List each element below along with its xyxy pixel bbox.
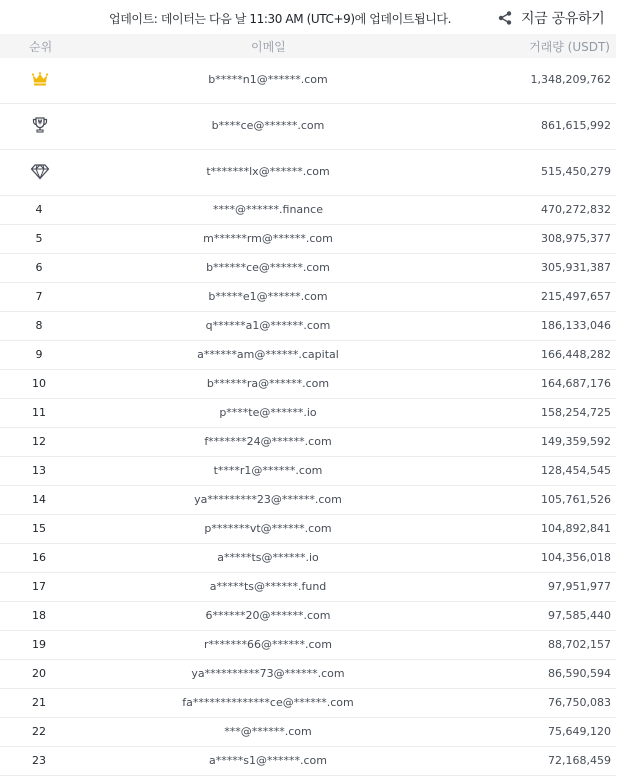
share-now-label: 지금 공유하기	[521, 11, 605, 27]
table-row	[0, 283, 616, 312]
trading-volume: 128,454,545	[541, 464, 611, 477]
rank-number: 19	[32, 638, 46, 651]
trading-volume: 470,272,832	[541, 203, 611, 216]
trading-volume: 72,168,459	[548, 754, 611, 767]
masked-email: ya*********23@******.com	[194, 493, 342, 506]
rank-number: 8	[35, 319, 43, 332]
column-header-volume: 거래량 (USDT)	[529, 40, 610, 54]
table-row	[0, 457, 616, 486]
masked-email: r*******66@******.com	[203, 638, 332, 651]
rank-number: 9	[35, 348, 43, 361]
trading-volume: 149,359,592	[541, 435, 611, 448]
table-row	[0, 573, 616, 602]
table-row	[0, 196, 616, 225]
trading-volume: 215,497,657	[541, 290, 611, 303]
rank-number: 4	[35, 203, 43, 216]
trading-volume: 861,615,992	[541, 119, 611, 132]
trading-volume: 1,348,209,762	[530, 73, 611, 86]
masked-email: ****@******.finance	[213, 203, 323, 216]
table-row	[0, 747, 616, 776]
rank-number: 11	[32, 406, 46, 419]
table-row	[0, 225, 616, 254]
share-now-button[interactable]	[497, 8, 605, 28]
table-header	[0, 34, 616, 58]
table-row	[0, 341, 616, 370]
table-row	[0, 660, 616, 689]
rank-number: 13	[32, 464, 46, 477]
masked-email: t****r1@******.com	[213, 464, 323, 477]
table-row	[0, 312, 616, 341]
masked-email: ***@******.com	[224, 725, 312, 738]
trading-volume: 76,750,083	[548, 696, 611, 709]
table-row	[0, 486, 616, 515]
trading-volume: 104,356,018	[541, 551, 611, 564]
table-row	[0, 104, 616, 150]
column-header-rank: 순위	[29, 40, 53, 54]
trading-volume: 308,975,377	[541, 232, 611, 245]
trading-volume: 75,649,120	[548, 725, 611, 738]
rank-number: 23	[32, 754, 46, 767]
masked-email: p*******vt@******.com	[204, 522, 332, 535]
table-row	[0, 58, 616, 104]
rank-number: 16	[32, 551, 46, 564]
masked-email: f*******24@******.com	[204, 435, 332, 448]
table-row	[0, 631, 616, 660]
table-row	[0, 399, 616, 428]
masked-email: a*****ts@******.io	[217, 551, 319, 564]
trading-volume: 105,761,526	[541, 493, 611, 506]
trading-volume: 305,931,387	[541, 261, 611, 274]
trading-volume: 166,448,282	[541, 348, 611, 361]
masked-email: m******rm@******.com	[203, 232, 333, 245]
masked-email: b****ce@******.com	[211, 119, 325, 132]
masked-email: fa**************ce@******.com	[182, 696, 354, 709]
table-row	[0, 515, 616, 544]
masked-email: a******am@******.capital	[197, 348, 339, 361]
masked-email: b******ce@******.com	[206, 261, 330, 274]
column-header-email: 이메일	[251, 40, 286, 54]
rank-number: 12	[32, 435, 46, 448]
masked-email: a*****ts@******.fund	[209, 580, 327, 593]
rank-number: 7	[35, 290, 43, 303]
rank-number: 21	[32, 696, 46, 709]
table-row	[0, 544, 616, 573]
share-icon	[497, 10, 513, 26]
trading-volume: 186,133,046	[541, 319, 611, 332]
top-bar	[0, 0, 631, 34]
table-row	[0, 689, 616, 718]
masked-email: b*****e1@******.com	[208, 290, 328, 303]
trading-volume: 86,590,594	[548, 667, 611, 680]
trading-volume: 104,892,841	[541, 522, 611, 535]
trading-volume: 158,254,725	[541, 406, 611, 419]
rank-number: 14	[32, 493, 46, 506]
masked-email: a*****s1@******.com	[209, 754, 327, 767]
rank-number: 20	[32, 667, 46, 680]
rank-number: 22	[32, 725, 46, 738]
update-notice: 업데이트: 데이터는 다음 날 11:30 AM (UTC+9)에 업데이트됩니다.	[109, 12, 451, 26]
rank-number: 15	[32, 522, 46, 535]
trading-volume: 88,702,157	[548, 638, 611, 651]
table-row	[0, 602, 616, 631]
masked-email: q******a1@******.com	[205, 319, 331, 332]
masked-email: p****te@******.io	[219, 406, 317, 419]
table-row	[0, 254, 616, 283]
rank-number: 5	[35, 232, 43, 245]
trading-volume: 97,951,977	[548, 580, 611, 593]
trading-volume: 164,687,176	[541, 377, 611, 390]
trading-volume: 97,585,440	[548, 609, 611, 622]
masked-email: b*****n1@******.com	[208, 73, 328, 86]
rank-number: 18	[32, 609, 46, 622]
table-row	[0, 428, 616, 457]
rank-number: 10	[32, 377, 46, 390]
table-row	[0, 150, 616, 196]
rank-number: 6	[35, 261, 43, 274]
masked-email: b******ra@******.com	[206, 377, 330, 390]
masked-email: 6******20@******.com	[205, 609, 331, 622]
masked-email: ya**********73@******.com	[191, 667, 345, 680]
rank-number: 17	[32, 580, 46, 593]
table-row	[0, 718, 616, 747]
trading-volume: 515,450,279	[541, 165, 611, 178]
masked-email: t*******lx@******.com	[206, 165, 330, 178]
table-row	[0, 370, 616, 399]
